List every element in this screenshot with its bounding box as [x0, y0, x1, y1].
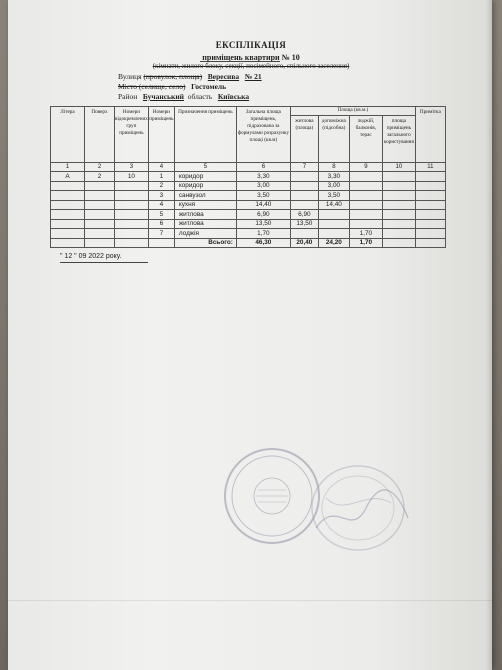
oblast-label: область: [187, 92, 213, 101]
table-cell: 4: [148, 200, 174, 210]
street-line: [118, 72, 262, 81]
table-cell: [290, 191, 318, 201]
table-cell: 14,40: [236, 200, 290, 210]
table-cell: 13,50: [236, 219, 290, 229]
paper-fold-line: [8, 600, 492, 601]
total-value: [415, 238, 445, 248]
table-cell: 2: [148, 181, 174, 191]
total-value: 46,30: [236, 238, 290, 248]
table-cell: 1: [148, 172, 174, 182]
table-cell: житлова: [174, 219, 236, 229]
col-number: 9: [349, 163, 382, 172]
table-cell: [349, 210, 382, 220]
col-number: 3: [115, 163, 149, 172]
table-cell: 6,90: [236, 210, 290, 220]
col-number: 1: [51, 163, 85, 172]
table-cell: [349, 200, 382, 210]
table-row: [51, 200, 446, 210]
table-cell: [51, 210, 85, 220]
table-cell: [318, 219, 349, 229]
table-row: [51, 219, 446, 229]
district-line: [118, 92, 249, 101]
table-cell: [415, 200, 445, 210]
table-cell: [382, 172, 415, 182]
sheet-edge-shadow: [486, 0, 492, 670]
header-loggias: лоджій, балконів, терас: [349, 116, 382, 163]
table-cell: [115, 219, 149, 229]
city-label: Місто (селище, село): [118, 82, 186, 91]
header-purpose: Призначення приміщень: [174, 107, 236, 163]
date-underline: [60, 262, 148, 263]
street-value: Вересива: [207, 72, 240, 81]
table-cell: коридор: [174, 181, 236, 191]
table-row: [51, 172, 446, 182]
total-label: Всього:: [174, 238, 236, 248]
col-number: 10: [382, 163, 415, 172]
table-cell: [415, 181, 445, 191]
header-auxiliary: допоміжна (підсобна): [318, 116, 349, 163]
table-row: [51, 210, 446, 220]
table-cell: 1,70: [349, 229, 382, 239]
total-value: 20,40: [290, 238, 318, 248]
table-cell: [415, 229, 445, 239]
table-cell: 14,40: [318, 200, 349, 210]
total-value: 1,70: [349, 238, 382, 248]
total-value: 24,20: [318, 238, 349, 248]
explication-table: [50, 106, 446, 248]
district-value: Бучанський: [142, 92, 184, 101]
column-number-row: [51, 163, 446, 172]
table-cell: [85, 229, 115, 239]
table-cell: [415, 191, 445, 201]
table-cell: [349, 191, 382, 201]
table-cell: [115, 229, 149, 239]
table-row: [51, 181, 446, 191]
table-cell: житлова: [174, 210, 236, 220]
table-cell: [318, 210, 349, 220]
table-cell: 7: [148, 229, 174, 239]
total-value: [382, 238, 415, 248]
table-cell: [290, 181, 318, 191]
table-cell: [415, 219, 445, 229]
col-number: 5: [174, 163, 236, 172]
header-total-area: Загальна площа приміщень, підрахована за формулами розрахунку площі (кв.м): [236, 107, 290, 163]
table-cell: [115, 181, 149, 191]
document-subtitle-note: [0, 62, 502, 70]
table-cell: [51, 200, 85, 210]
table-cell: [85, 181, 115, 191]
table-cell: 2: [85, 172, 115, 182]
header-living: житлова (площа): [290, 116, 318, 163]
table-cell: [382, 200, 415, 210]
table-cell: [349, 172, 382, 182]
oblast-value: Київська: [217, 92, 250, 101]
table-cell: 3: [148, 191, 174, 201]
table-cell: 3,30: [236, 172, 290, 182]
header-notes: Примітка: [415, 107, 445, 163]
table-cell: санвузол: [174, 191, 236, 201]
col-number: 4: [148, 163, 174, 172]
table-cell: [382, 191, 415, 201]
table-cell: 1,70: [236, 229, 290, 239]
table-cell: [382, 210, 415, 220]
col-number: 6: [236, 163, 290, 172]
city-line: [118, 82, 226, 91]
header-room-numbers: Номери приміщень: [148, 107, 174, 163]
table-row: [51, 191, 446, 201]
table-cell: 10: [115, 172, 149, 182]
table-cell: [115, 210, 149, 220]
table-cell: 3,00: [236, 181, 290, 191]
table-cell: [51, 229, 85, 239]
table-cell: 6: [148, 219, 174, 229]
table-cell: 6,90: [290, 210, 318, 220]
street-label: Вулиця: [118, 72, 142, 81]
table-cell: 3,30: [318, 172, 349, 182]
street-struck-text: (провулок, площа): [143, 72, 203, 81]
house-number: № 21: [244, 72, 262, 81]
district-label: Район: [118, 92, 138, 101]
table-cell: [51, 191, 85, 201]
table-cell: [85, 200, 115, 210]
table-cell: [51, 219, 85, 229]
header-group-numbers: Номери відокремлених груп приміщень: [115, 107, 149, 163]
header-area-group: Площа (кв.м.): [290, 107, 415, 116]
table-cell: [349, 181, 382, 191]
table-cell: 3,50: [318, 191, 349, 201]
col-number: 7: [290, 163, 318, 172]
table-cell: [415, 210, 445, 220]
table-cell: [115, 200, 149, 210]
header-poverkh: Поверх: [85, 107, 115, 163]
col-number: 8: [318, 163, 349, 172]
table-cell: [382, 229, 415, 239]
note-text: (кімнати, жилого блоку, секції, посімейного, спільного заселення): [152, 62, 350, 70]
table-cell: [318, 229, 349, 239]
table-cell: [85, 210, 115, 220]
table-cell: [85, 191, 115, 201]
table-cell: лоджія: [174, 229, 236, 239]
table-cell: коридор: [174, 172, 236, 182]
table-cell: [349, 219, 382, 229]
table-cell: [415, 172, 445, 182]
table-cell: [290, 229, 318, 239]
table-cell: [51, 181, 85, 191]
table-cell: А: [51, 172, 85, 182]
table-cell: 13,50: [290, 219, 318, 229]
table-cell: [382, 181, 415, 191]
header-common-use: площа приміщень загального користування: [382, 116, 415, 163]
document-sheet: [8, 0, 492, 670]
document-title: ЕКСПЛІКАЦІЯ: [215, 40, 287, 50]
table-body: [51, 172, 446, 239]
table-cell: [382, 219, 415, 229]
table-cell: 3,00: [318, 181, 349, 191]
faded-stamp-signature: [296, 458, 416, 558]
table-cell: 5: [148, 210, 174, 220]
document-date: " 12 " 09 2022 року.: [60, 253, 122, 260]
city-value: Гостомель: [191, 82, 227, 91]
table-cell: [85, 219, 115, 229]
subtitle-underline: [200, 61, 280, 62]
document-subtitle: приміщень квартири № 10: [202, 53, 300, 62]
total-row: [51, 238, 446, 248]
table-cell: кухня: [174, 200, 236, 210]
table-cell: 3,50: [236, 191, 290, 201]
table-cell: [115, 191, 149, 201]
table-row: [51, 229, 446, 239]
table-cell: [290, 172, 318, 182]
col-number: 2: [85, 163, 115, 172]
table-cell: [290, 200, 318, 210]
col-number: 11: [415, 163, 445, 172]
header-litera: Літера: [51, 107, 85, 163]
